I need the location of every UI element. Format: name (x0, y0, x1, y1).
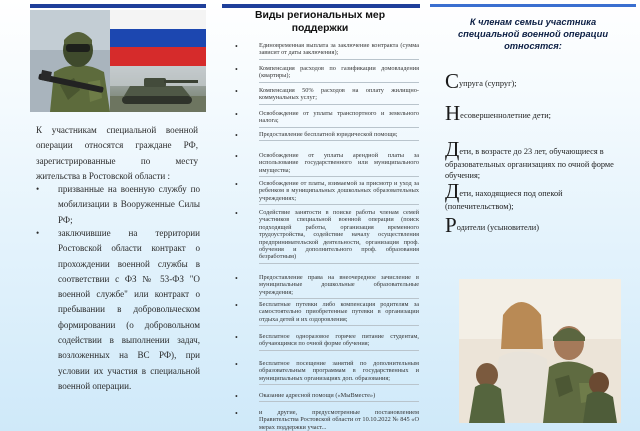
list-item-text: Содействие занятости в поиске работы членам семей участников специальной военной операции (поиск подходящей работы, организация временного трудоустройства, содействие началу осуществления предпринимательской деятельности, организация проф. обучения и дополнительного проф. образования безработным) (259, 209, 419, 264)
list-item-text: Освобождение от платы, взимаемой за присмотр и уход за ребенком в муниципальных дошкольных образовательных учреждениях; (259, 180, 419, 205)
bullet-icon: • (235, 110, 238, 119)
list-item-text: Компенсация 50% расходов на оплату жилищно-коммунальных услуг; (259, 87, 419, 105)
eligibility-intro: К участникам специальной военной операции относятся граждане РФ, зарегистрированные по месту жительства в Ростовской области : (36, 125, 198, 181)
bullet-icon: • (36, 228, 40, 238)
drop-letter: Н (445, 101, 461, 125)
russian-flag (110, 10, 206, 66)
list-item-text: Освобождение от уплаты арендной платы за использование государственного или муниципального имущества; (259, 152, 419, 177)
bullet-icon: • (36, 184, 40, 194)
bullet-icon: • (235, 152, 238, 161)
flag-blue-stripe (110, 29, 206, 48)
panel-eligibility (0, 0, 214, 431)
bullet-icon: • (235, 301, 238, 310)
bullet-icon: • (235, 65, 238, 74)
bullet-icon: • (235, 409, 238, 418)
bullet-icon: • (235, 333, 238, 342)
list-item-text: Бесплатное посещение занятий по дополнительным образовательным программам в государственных и муниципальных организациях доп. образования; (259, 360, 419, 385)
list-item-text: Оказание адресной помощи («МыВместе») (259, 392, 419, 402)
top-accent-stripe (430, 4, 636, 7)
flag-red-stripe (110, 47, 206, 66)
bullet-icon: • (235, 42, 238, 51)
family-photo (459, 279, 621, 423)
eligibility-bullet-contract (36, 226, 200, 394)
tank-photo (110, 66, 206, 112)
family-member-parents (445, 215, 629, 235)
support-measures-title: Виды региональных мер поддержки (254, 10, 386, 34)
eligibility-bullet-text: призванные на военную службу по мобилизации в Вооруженные Силы РФ; (58, 184, 200, 225)
bullet-icon: • (235, 392, 238, 401)
family-member-minor-children (445, 103, 629, 123)
panel-family-members (426, 0, 640, 431)
family-member-spouse (445, 71, 629, 91)
list-item-text: Освобождение от уплаты транспортного и земельного налога; (259, 110, 419, 128)
bullet-icon: • (235, 360, 238, 369)
list-item-text: Бесплатные путевки либо компенсация родителям за самостоятельно приобретенные путевки в организации отдыха детей и их оздоровления; (259, 301, 419, 326)
bullet-icon: • (235, 131, 238, 140)
family-member-text: ети, находящиеся под опекой (попечительством); (445, 189, 563, 211)
eligibility-bullet-text: заключившие на территории Ростовской области контракт о прохождении военной службы в соответствии с ФЗ № 53-ФЗ "О военной службе" или контракт о пребывании в добровольческом формировании (о добровольном содействии в выполнении задач, возложенных на ВС РФ), при условии их участия в специальной военной операции. (58, 228, 200, 391)
bullet-icon: • (235, 274, 238, 283)
family-member-text: ети, в возрасте до 23 лет, обучающиеся в образовательных организациях по очной форме обучения; (445, 147, 614, 180)
drop-letter: Д (445, 137, 460, 161)
list-item-text: Предоставление права на внеочередное зачисление в муниципальные дошкольные образовательные учреждения; (259, 274, 419, 299)
list-item-text: Бесплатное одноразовое горячее питание студентам, обучающимся по очной форме обучения; (259, 333, 419, 351)
top-accent-stripe (222, 4, 420, 8)
top-accent-stripe (30, 4, 206, 8)
drop-letter: Р (445, 213, 457, 237)
bullet-icon: • (235, 87, 238, 96)
family-member-student-children (445, 139, 629, 181)
list-item-text: Единовременная выплата за заключение контракта (сумма зависит от даты заключения); (259, 42, 419, 60)
eligibility-bullet-mobilized (36, 182, 200, 228)
family-member-text: есовершеннолетние дети; (460, 111, 551, 120)
family-members-title: К членам семьи участника специальной военной операции относятся: (458, 17, 608, 51)
bullet-icon: • (235, 180, 238, 189)
list-item-text: и другие, предусмотренные постановлением Правительства Ростовской области от 10.10.2022 № 845 «О мерах поддержки участ... (259, 409, 419, 431)
family-member-text: одители (усыновители) (456, 223, 539, 232)
list-item-text: Компенсация расходов по газификации домовладения (квартиры); (259, 65, 419, 83)
bullet-icon: • (235, 209, 238, 218)
list-item-text: Предоставление бесплатной юридической помощи; (259, 131, 419, 141)
drop-letter: С (445, 69, 460, 93)
family-member-ward-children (445, 181, 629, 212)
flag-white-stripe (110, 10, 206, 29)
drop-letter: Д (445, 179, 460, 203)
panel-support-measures (213, 0, 427, 431)
family-member-text: упруга (супруг); (459, 79, 517, 88)
